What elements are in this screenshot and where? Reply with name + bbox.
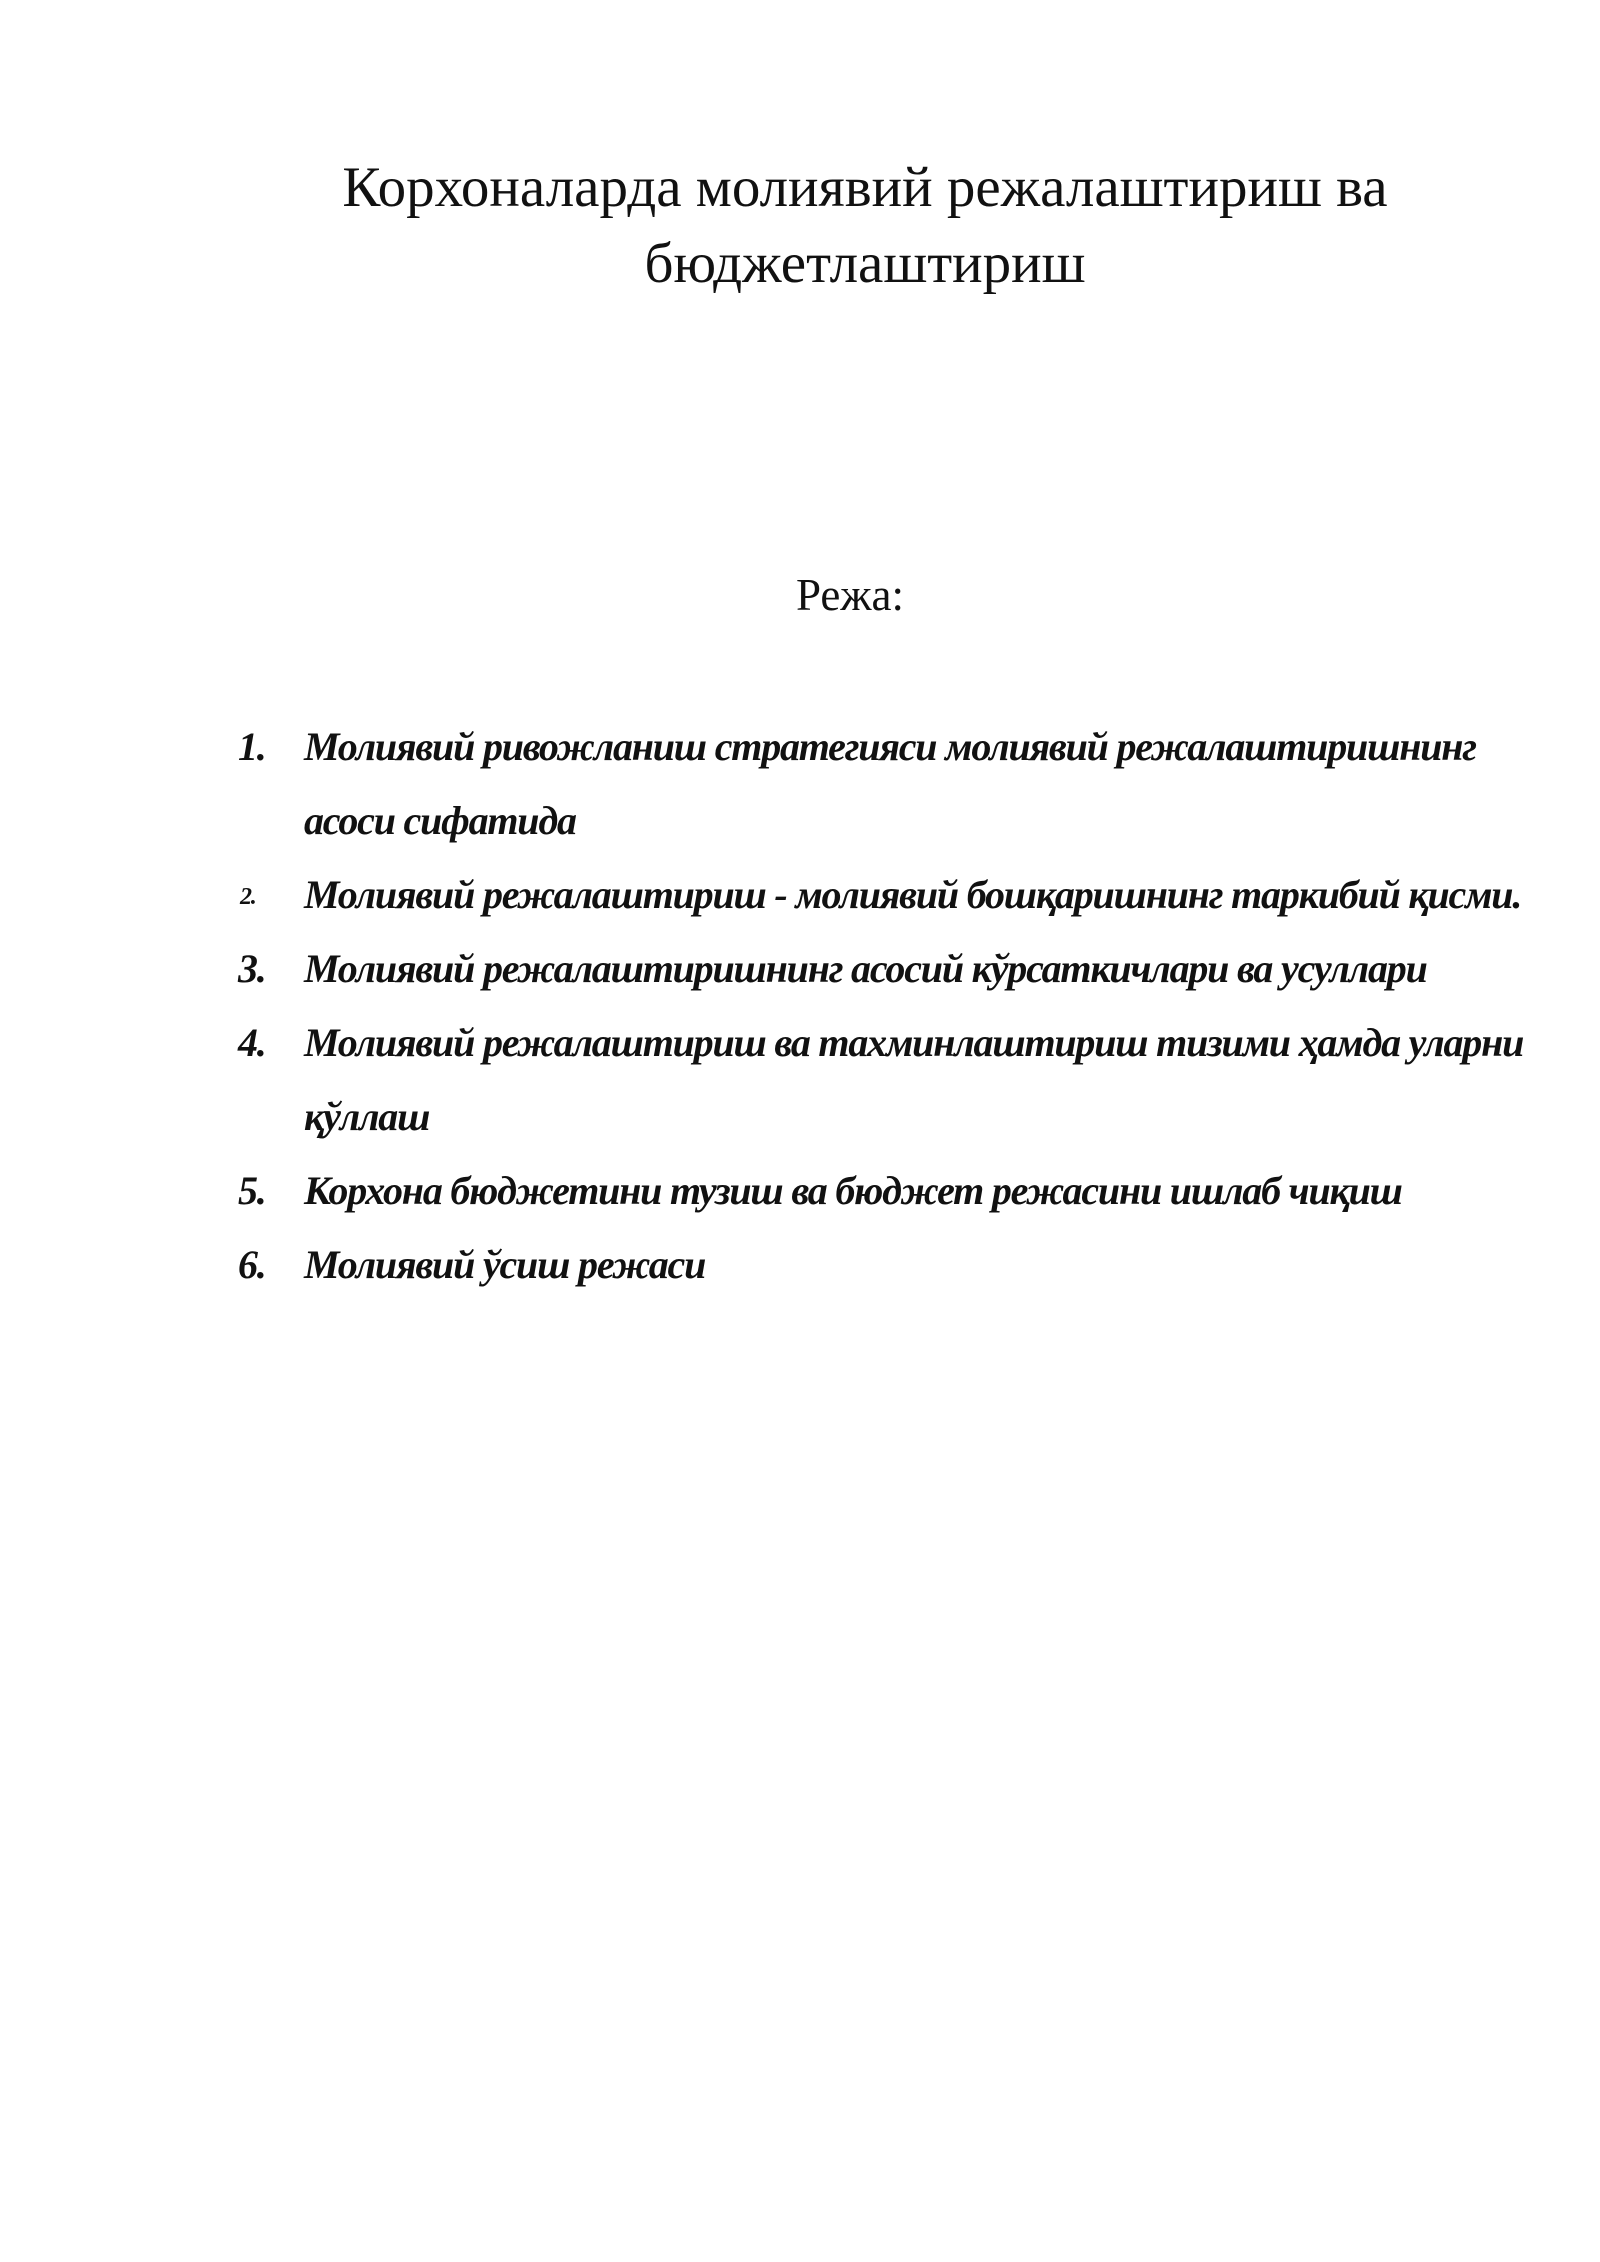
- plan-item-3: [230, 932, 1530, 1006]
- plan-heading: Режа:: [796, 570, 904, 620]
- plan-item-text: Молиявий режалаштиришнинг асосий кўрсаткичлари ва усуллари: [304, 946, 1427, 991]
- plan-item-number: 5.: [238, 1168, 266, 1213]
- plan-item-4: [230, 1006, 1530, 1154]
- title-line-1: Корхоналарда молиявий режалаштириш ва: [342, 156, 1388, 219]
- plan-item-5: [230, 1154, 1530, 1228]
- title-line-2: бюджетлаштириш: [644, 232, 1086, 295]
- plan-item-text: Молиявий режалаштириш - молиявий бошқаришнинг таркибий қисми.: [304, 872, 1522, 917]
- plan-item-number: 1.: [238, 724, 266, 769]
- plan-item-text: Молиявий ўсиш режаси: [304, 1242, 706, 1287]
- plan-item-number: 4.: [238, 1020, 266, 1065]
- plan-item-text: Корхона бюджетини тузиш ва бюджет режасини ишлаб чиқиш: [304, 1168, 1402, 1213]
- plan-item-text: Молиявий ривожланиш стратегияси молиявий режалаштиришнинг асоси сифатида: [304, 724, 1476, 843]
- plan-item-1: [230, 710, 1530, 858]
- plan-list: [230, 710, 1530, 1302]
- document-title: [250, 150, 1480, 302]
- plan-item-6: [230, 1228, 1530, 1302]
- plan-item-number: 6.: [238, 1242, 266, 1287]
- plan-item-number: 2.: [240, 884, 256, 910]
- plan-item-2: [230, 858, 1530, 932]
- plan-item-number: 3.: [238, 946, 266, 991]
- plan-item-text: Молиявий режалаштириш ва тахминлаштириш тизими ҳамда уларни қўллаш: [304, 1020, 1524, 1139]
